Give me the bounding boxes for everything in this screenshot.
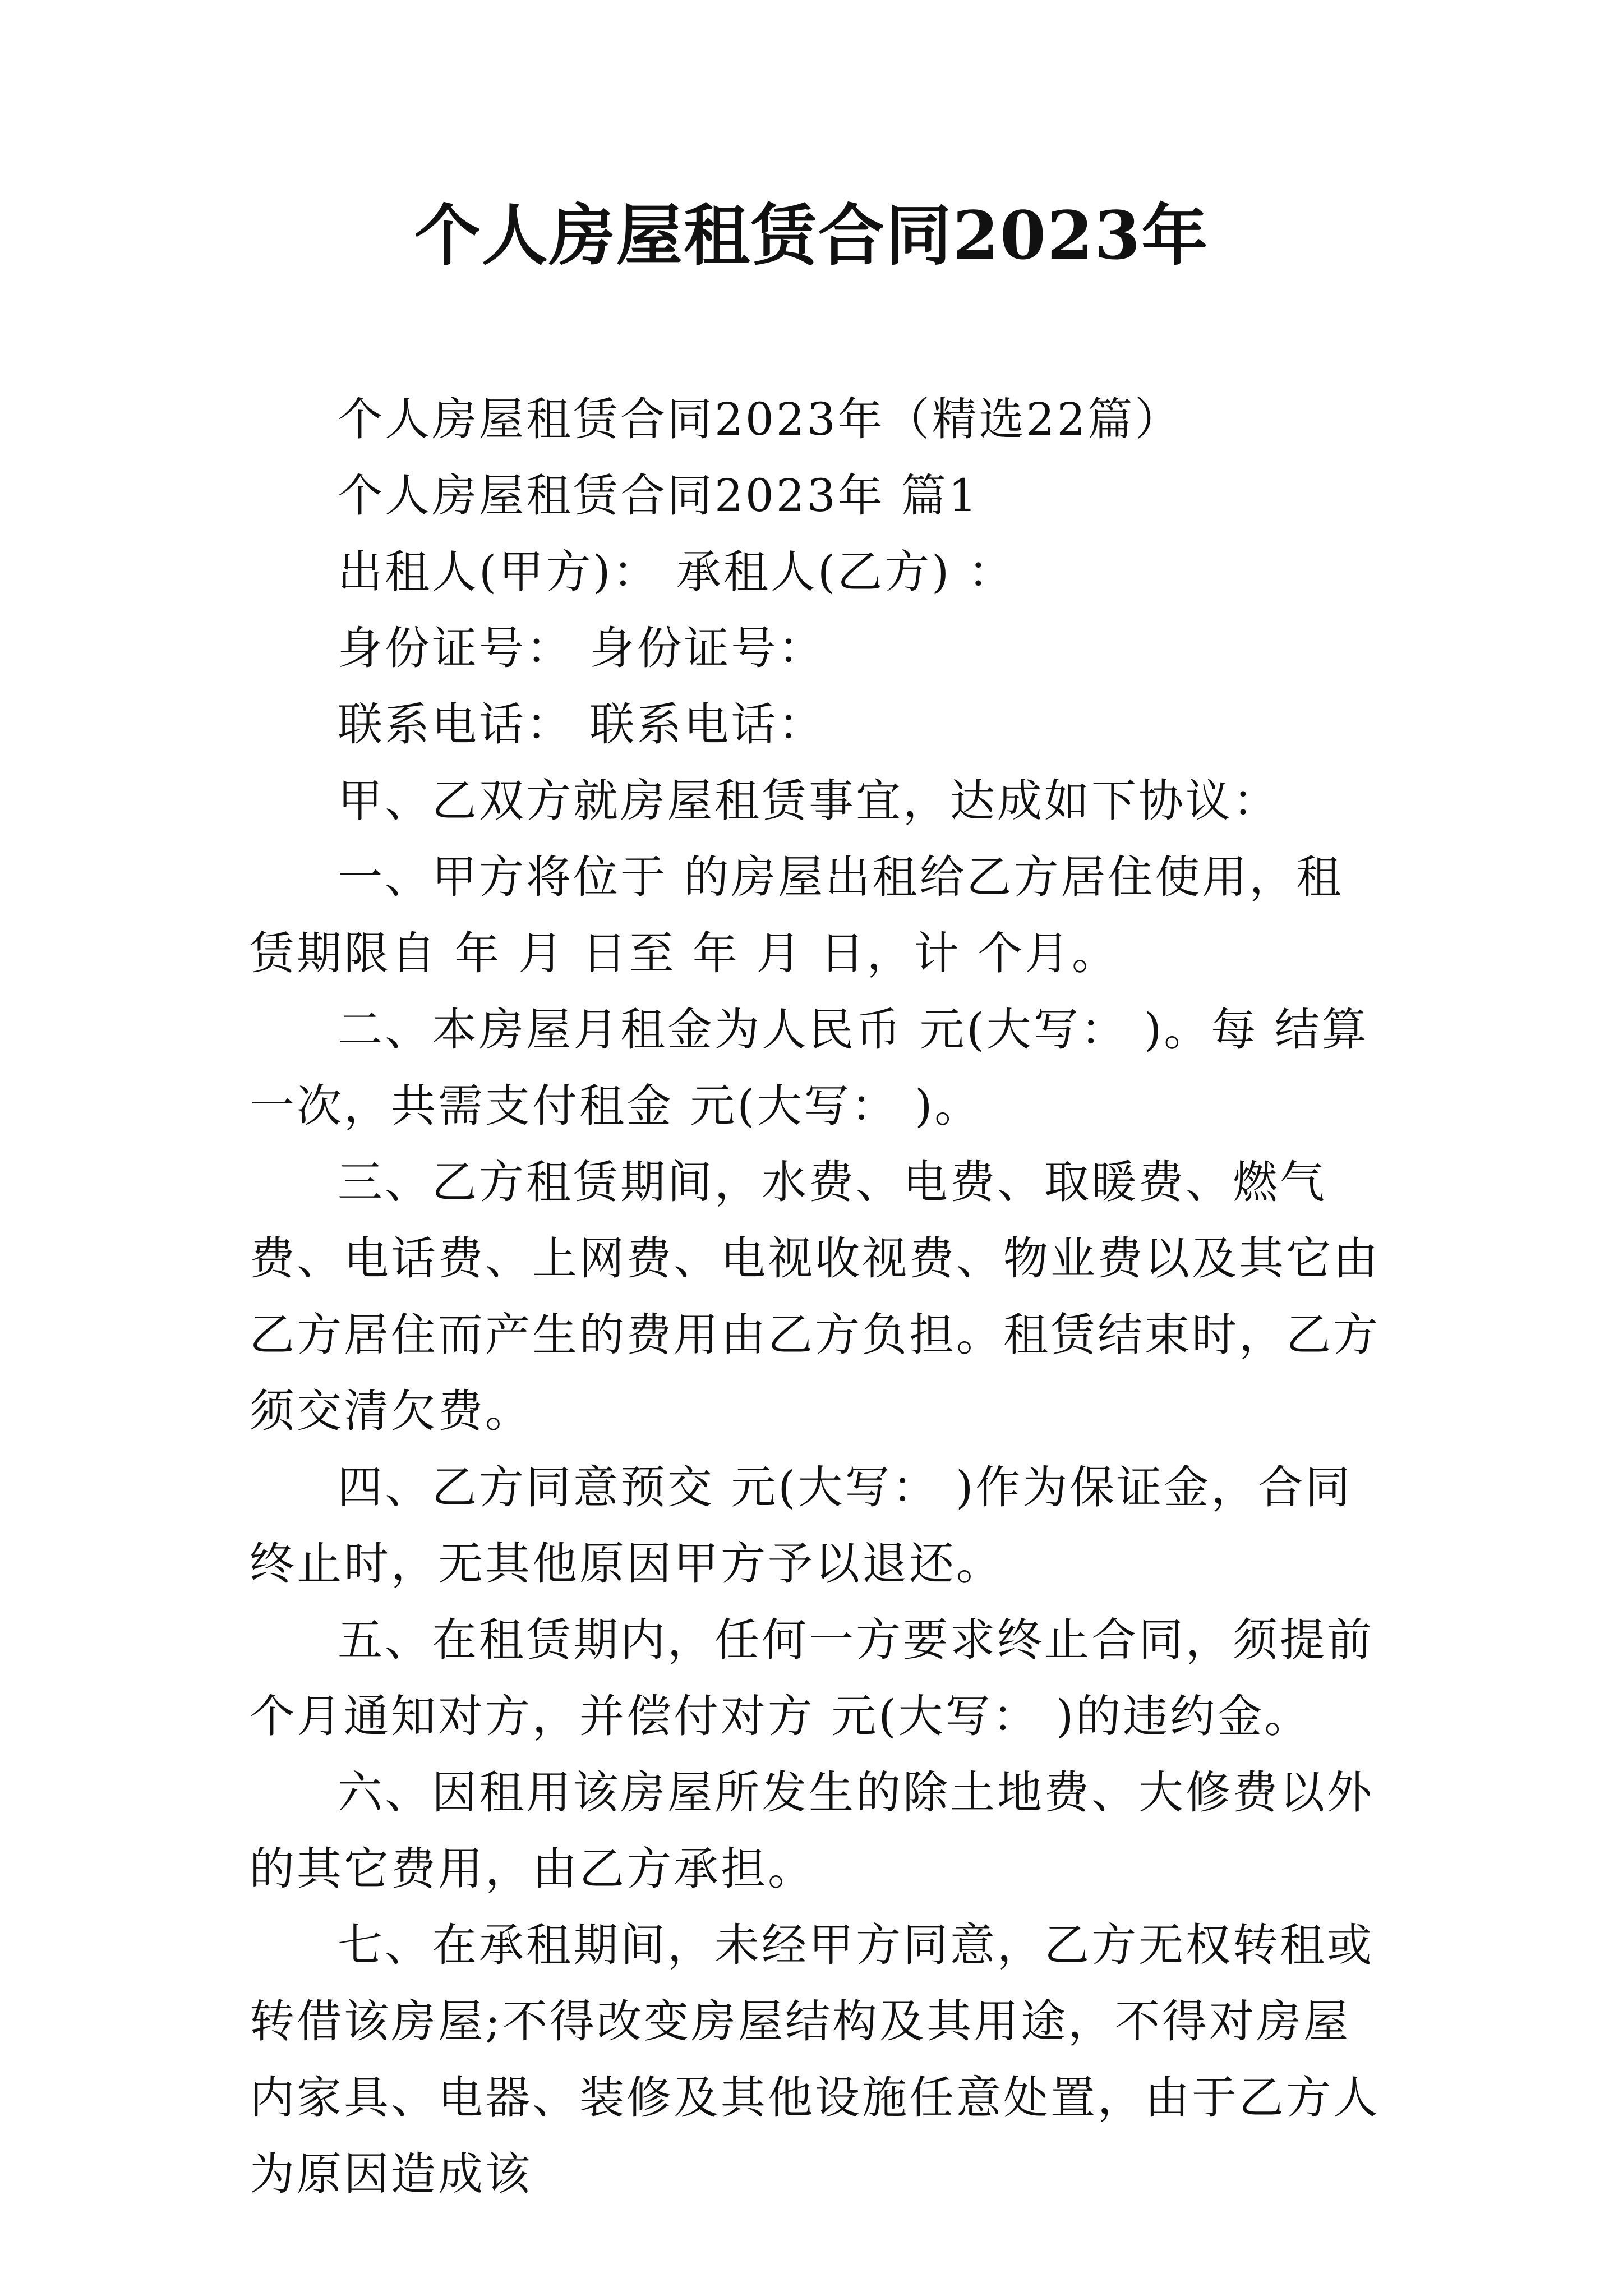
paragraph-clause-4: 四、乙方同意预交 元(大写： )作为保证金，合同终止时，无其他原因甲方予以退还。 [250,1461,1353,1590]
paragraph-clause-7: 七、在承租期间，未经甲方同意，乙方无权转租或转借该房屋;不得改变房屋结构及其用途，不得对房屋内家具、电器、装修及其他设施任意处置，由于乙方人为原因造成该 [250,1919,1380,2200]
paragraph-clause-6: 六、因租用该房屋所发生的除土地费、大修费以外的其它费用，由乙方承担。 [250,1766,1374,1895]
document-body [250,381,1382,2212]
paragraph-phone-numbers: 联系电话： 联系电话： [338,698,826,751]
paragraph-parties: 出租人(甲方)： 承租人(乙方) ： [338,546,1015,598]
paragraph-agreement-intro: 甲、乙双方就房屋租赁事宜，达成如下协议： [338,775,1280,827]
document-title: 个人房屋租赁合同2023年 [414,196,1209,274]
paragraph-subtitle: 个人房屋租赁合同2023年（精选22篇） [338,393,1182,445]
paragraph-clause-2: 二、本房屋月租金为人民币 元(大写： )。每 结算一次，共需支付租金 元(大写： )。 [250,1004,1369,1132]
paragraph-section-heading: 个人房屋租赁合同2023年 篇1 [338,470,979,522]
paragraph-clause-1: 一、甲方将位于 的房屋出租给乙方居住使用，租赁期限自 年 月 日至 年 月 日，计 个月。 [250,851,1344,979]
paragraph-clause-5: 五、在租赁期内，任何一方要求终止合同，须提前 个月通知对方，并偿付对方 元(大写： )的违约金。 [250,1614,1374,1742]
paragraph-clause-3: 三、乙方租赁期间，水费、电费、取暖费、燃气费、电话费、上网费、电视收视费、物业费以及其它由乙方居住而产生的费用由乙方负担。租赁结束时，乙方须交清欠费。 [250,1156,1380,1437]
paragraph-id-numbers: 身份证号： 身份证号： [338,622,826,674]
